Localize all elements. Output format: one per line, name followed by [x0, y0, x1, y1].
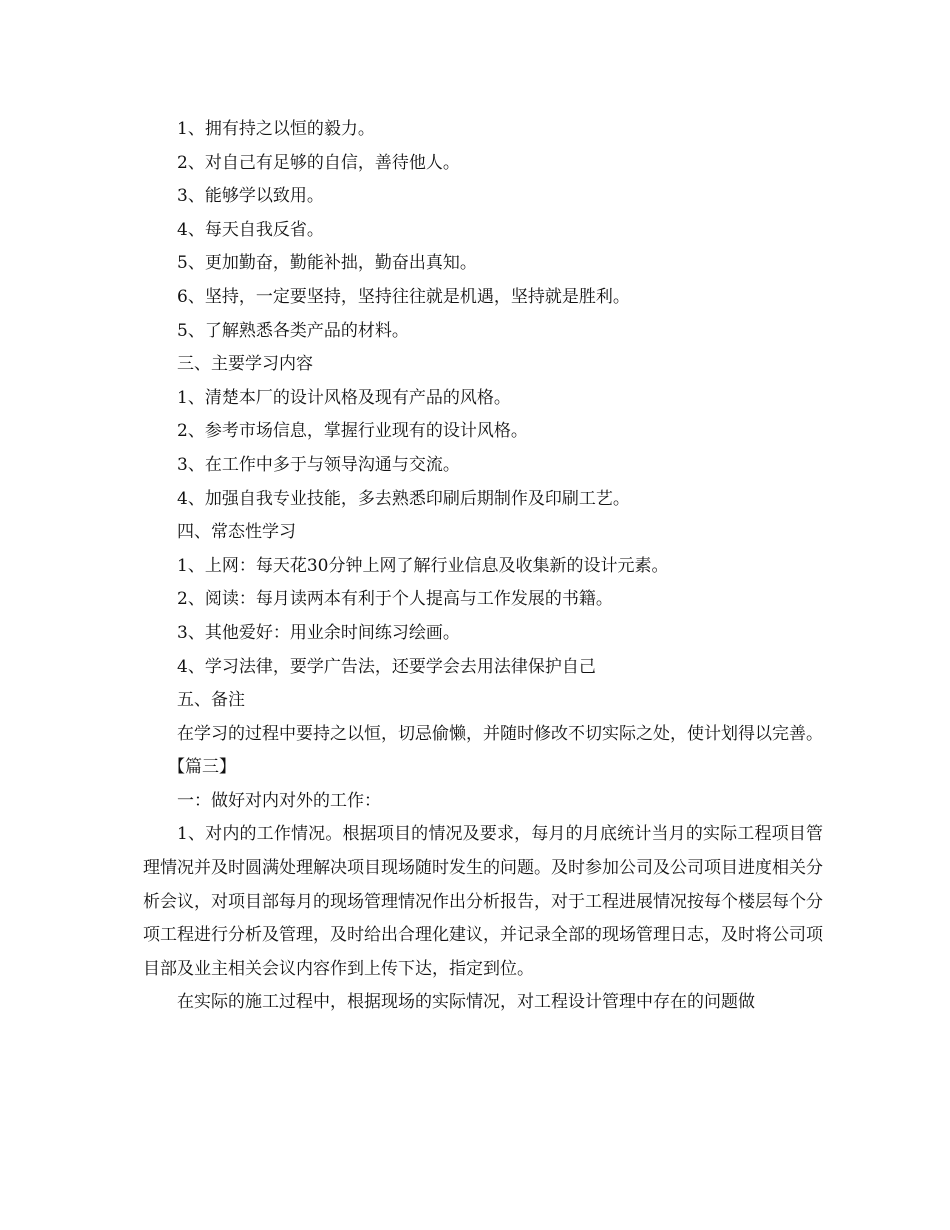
list-item: 4、学习法律，要学广告法，还要学会去用法律保护自己	[177, 656, 596, 677]
list-item: 2、参考市场信息，掌握行业现有的设计风格。	[177, 421, 528, 442]
part-three-paragraph: 在实际的施工过程中，根据现场的实际情况，对工程设计管理中存在的问题做	[177, 992, 755, 1013]
list-item: 3、能够学以致用。	[177, 186, 324, 207]
section-heading-main-content: 三、主要学习内容	[177, 354, 313, 375]
list-item: 5、了解熟悉各类产品的材料。	[177, 320, 409, 341]
list-item: 1、上网：每天花30分钟上网了解行业信息及收集新的设计元素。	[177, 555, 669, 576]
list-item: 3、在工作中多于与领导沟通与交流。	[177, 454, 460, 475]
document-body	[143, 113, 823, 1020]
list-item: 1、拥有持之以恒的毅力。	[177, 119, 375, 139]
section-heading-remarks: 五、备注	[177, 690, 245, 711]
section-heading-regular-study: 四、常态性学习	[177, 522, 296, 543]
remark-paragraph: 在学习的过程中要持之以恒，切忌偷懒，并随时修改不切实际之处，使计划得以完善。	[177, 723, 823, 744]
part-three-paragraph: 1、对内的工作情况。根据项目的情况及要求，每月的月底统计当月的实际工程项目管理情况并及时圆满处理解决项目现场随时发生的问题。及时参加公司及公司项目进度相关分析会议，对项目部每月的现场管理情况作出分析报告，对于工程进展情况按每个楼层每个分项工程进行分析及管理，及时给出合理化建议，并记录全部的现场管理日志，及时将公司项目部及业主相关会议内容作到上传下达，指定到位。	[143, 824, 823, 979]
list-item: 2、对自己有足够的自信，善待他人。	[177, 152, 460, 173]
list-item: 1、清楚本厂的设计风格及现有产品的风格。	[177, 387, 511, 408]
part-three-heading: 【篇三】	[168, 757, 236, 778]
list-item: 4、加强自我专业技能，多去熟悉印刷后期制作及印刷工艺。	[177, 488, 630, 509]
list-item: 5、更加勤奋，勤能补拙，勤奋出真知。	[177, 253, 477, 274]
list-item: 3、其他爱好：用业余时间练习绘画。	[177, 622, 460, 643]
part-three-subheading: 一：做好对内对外的工作：	[177, 790, 381, 811]
list-item: 4、每天自我反省。	[177, 219, 324, 240]
list-item: 6、坚持，一定要坚持，坚持往往就是机遇，坚持就是胜利。	[177, 286, 630, 307]
list-item: 2、阅读：每月读两本有利于个人提高与工作发展的书籍。	[177, 589, 613, 610]
